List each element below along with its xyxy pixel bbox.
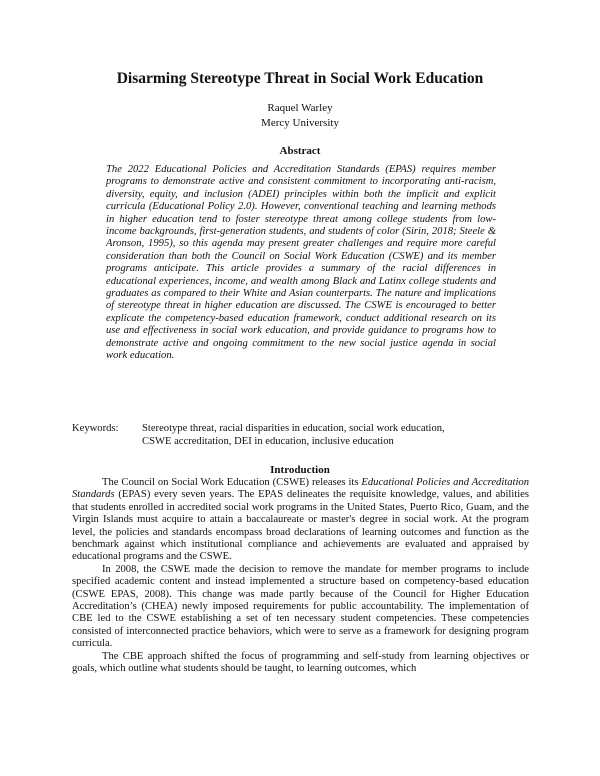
author-affiliation: Mercy University (261, 117, 339, 129)
keywords-label: Keywords: (72, 423, 119, 434)
introduction-body (72, 477, 529, 676)
author-name: Raquel Warley (267, 102, 333, 114)
abstract-heading: Abstract (279, 145, 321, 157)
intro-p1-start: The Council on Social Work Education (CSWE) releases its (102, 477, 362, 488)
abstract-text: The 2022 Educational Policies and Accreditation Standards (EPAS) requires member programs to demonstrate active and consistent commitment to incorporating anti-racism, diversity, equity, and inclusion (ADEI) principles within both the implicit and explicit curricula (Educational Policy 2.0). However, conventional teaching and learning methods in higher education tend to foster stereotype threat among college students from low-income backgrounds, first-generation students, and students of color (Sirin, 2018; Steele & Aronson, 1995), so this agenda may present greater challenges and require more careful consideration than both the Council on Social Work Education (CSWE) and its member programs anticipate. This article provides a summary of the racial differences in educational experiences, income, and wealth among Black and Latinx college students and graduates as compared to their White and Asian counterparts. The nature and implications of stereotype threat in higher education are discussed. The CSWE is encouraged to better explicate the competency-based education framework, conduct additional research on its use and effectiveness in social work education, and provide guidance to programs how to demonstrate active and ongoing commitment to the new social justice agenda in social work education. (106, 164, 496, 362)
keywords-text-2: CSWE accreditation, DEI in education, inclusive education (142, 435, 394, 447)
keywords-line-1 (72, 423, 532, 436)
epas-title-italic: Educational Policies and Accreditation Standards (72, 477, 529, 501)
keywords-text-1: Stereotype threat, racial disparities in education, social work education, (142, 423, 445, 434)
keywords-block (72, 423, 532, 448)
intro-paragraph-3: The CBE approach shifted the focus of programming and self-study from learning objectives or goals, which outline what students should be taught, to learning outcomes, which (72, 650, 529, 675)
introduction-heading: Introduction (270, 464, 330, 476)
paper-title: Disarming Stereotype Threat in Social Work Education (116, 70, 484, 87)
intro-paragraph-2: In 2008, the CSWE made the decision to remove the mandate for member programs to include specified academic content and instead implemented a structure based on competency-based education (CSWE EPAS, 2008). This change was made partly because of the Council for Higher Education Accreditation’s (CHEA) newly imposed requirements for public accountability. The implementation of CBE led to the CSWE establishing a set of ten necessary student competencies. These competencies consisted of interconnected practice behaviors, which were to serve as a framework for designing program curricula. (72, 563, 529, 650)
intro-paragraph-1 (72, 477, 529, 564)
intro-p1-end: (EPAS) every seven years. The EPAS delineates the requisite knowledge, values, and abilities that students enrolled in accredited social work programs in the United States, Puerto Rico, Guam, and the Virgin Islands must acquire to attain a baccalaureate or master's degree in social work. At the program level, the policies and standards encompass broad declarations of learning outcomes and function as the benchmark against which institutional compliance and achievements are evaluated and appraised by educational programs and the CSWE. (72, 489, 529, 563)
